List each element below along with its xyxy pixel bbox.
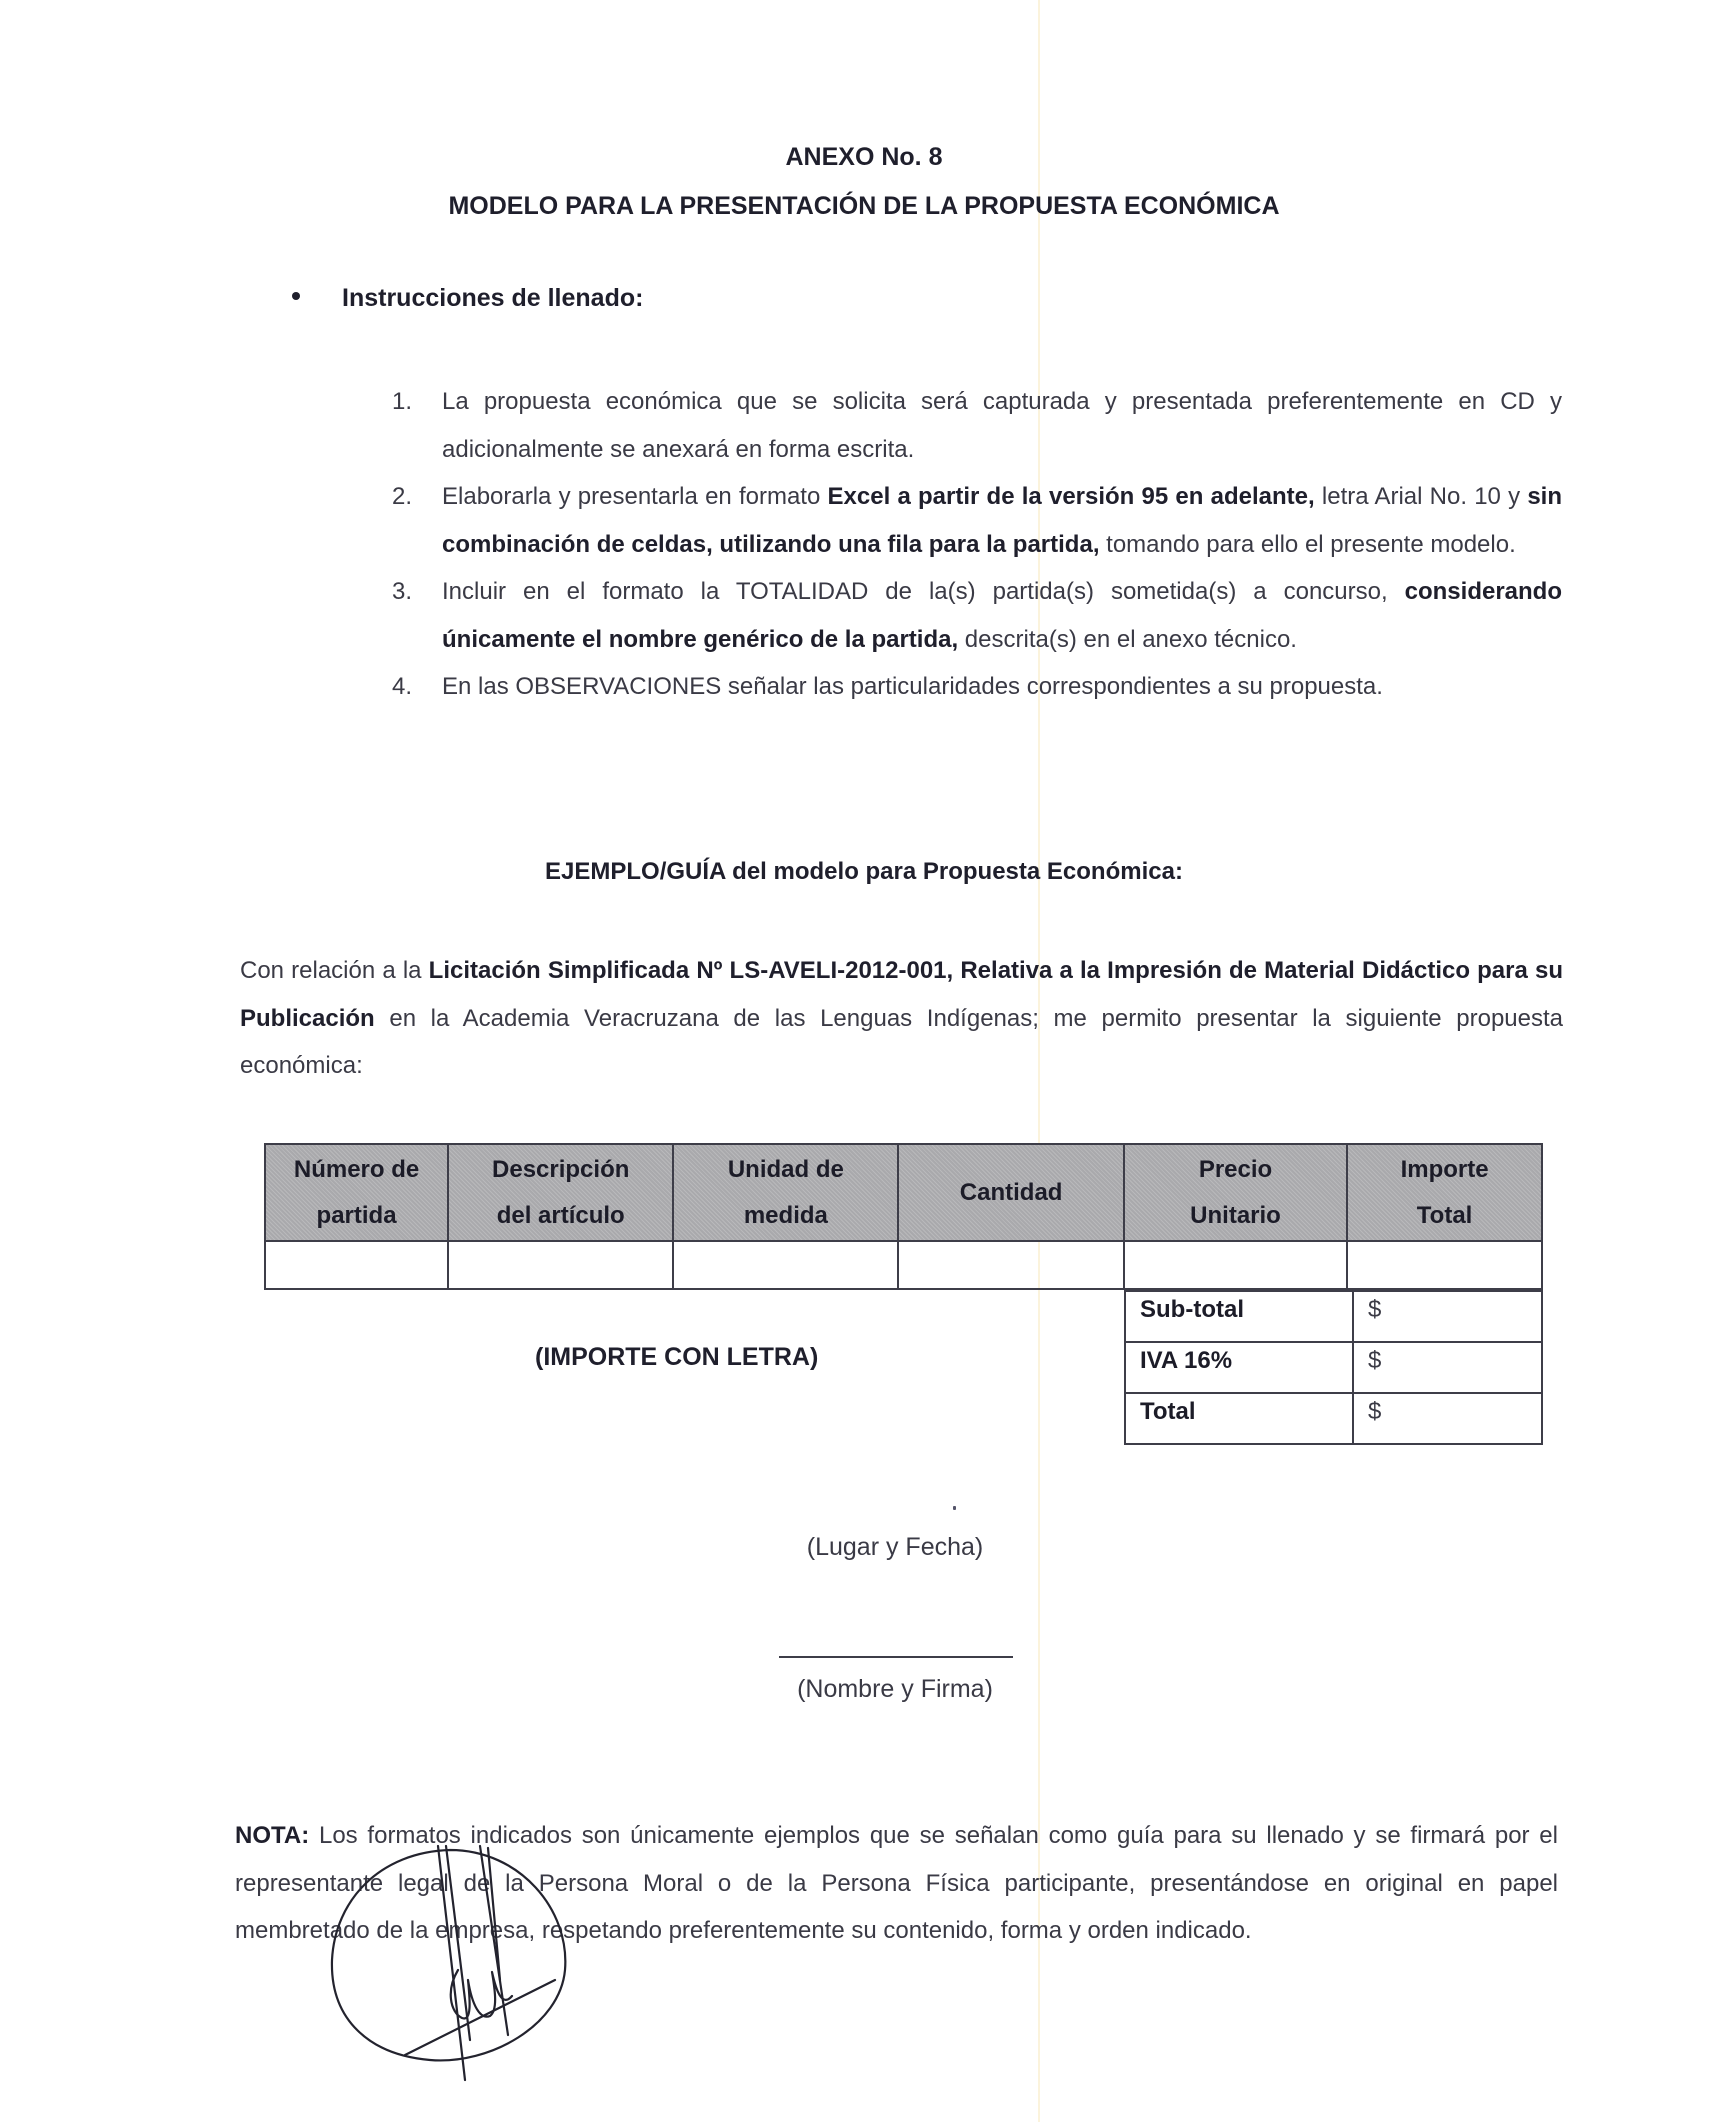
instruction-item (392, 568, 1562, 663)
instruction-text: tomando para ello el presente modelo. (1099, 530, 1516, 558)
instruction-text: Elaborarla y presentarla en formato (442, 483, 828, 510)
instructions-heading-text: Instrucciones de llenado: (342, 284, 644, 312)
column-header-line: Precio (1198, 1155, 1273, 1183)
proposal-table (264, 1143, 1543, 1290)
instruction-number: 4. (392, 673, 413, 700)
totals-value[interactable]: $ (1353, 1393, 1542, 1444)
totals-row (1125, 1291, 1542, 1342)
instruction-emphasis: considerando únicamente el nombre genérico de la partida, (442, 578, 1562, 653)
column-header-line: Cantidad (959, 1178, 1063, 1206)
column-header-line: Importe (1400, 1155, 1489, 1183)
table-cell[interactable] (448, 1241, 673, 1289)
column-header-line: medida (743, 1201, 828, 1229)
column-header-line: Unitario (1190, 1201, 1281, 1229)
intro-paragraph (240, 947, 1563, 1090)
example-heading: EJEMPLO/GUÍA del modelo para Propuesta Económica: (545, 858, 1183, 885)
instruction-text: Incluir en el formato la TOTALIDAD de la(s) partida(s) sometida(s) a concurso, (442, 578, 1405, 605)
table-cell[interactable] (1124, 1241, 1347, 1289)
intro-emphasis: Licitación Simplificada Nº LS-AVELI-2012-001, Relativa a la Impresión de Material Didáctico para su Publicación (240, 957, 1563, 1032)
instruction-text: letra Arial No. 10 y (1314, 483, 1528, 510)
instruction-text: descrita(s) en el anexo técnico. (958, 625, 1297, 653)
table-cell[interactable] (898, 1241, 1123, 1289)
table-cell[interactable] (1347, 1241, 1542, 1289)
note-paragraph (235, 1812, 1558, 1955)
note-label: NOTA: (235, 1822, 310, 1849)
totals-row (1125, 1393, 1542, 1444)
totals-table (1124, 1290, 1543, 1445)
totals-label: IVA 16% (1125, 1342, 1353, 1393)
column-header (1124, 1144, 1347, 1241)
instruction-text: En las OBSERVACIONES señalar las particularidades correspondientes a su propuesta. (442, 673, 1383, 700)
table-cell[interactable] (265, 1241, 448, 1289)
column-header (265, 1144, 448, 1241)
table-header-row (265, 1144, 1542, 1241)
table-row (265, 1241, 1542, 1289)
intro-text: Con relación a la (240, 957, 429, 984)
instruction-emphasis: Excel a partir de la versión 95 en adelante, (827, 483, 1315, 510)
signature-underline (405, 1980, 555, 2055)
column-header (673, 1144, 898, 1241)
column-header-line: Descripción (492, 1155, 630, 1183)
totals-label: Total (1125, 1393, 1353, 1444)
signature-line (779, 1656, 1013, 1658)
note-text: Los formatos indicados son únicamente ejemplos que se señalan como guía para su llenado y se firmará por el representante legal de la Persona Moral o de la Persona Física participante, presentándose en original en papel membretado de la empresa, respetando preferentemente su contenido, forma y orden indicado. (235, 1822, 1558, 1944)
instruction-item (392, 663, 1562, 711)
totals-value[interactable]: $ (1353, 1291, 1542, 1342)
column-header-line: Total (1416, 1201, 1473, 1229)
totals-label: Sub-total (1125, 1291, 1353, 1342)
amount-in-words-label: (IMPORTE CON LETRA) (535, 1343, 819, 1371)
annex-number: ANEXO No. 8 (785, 143, 943, 171)
ink-speck (953, 1506, 956, 1510)
table-cell[interactable] (673, 1241, 898, 1289)
document-title: MODELO PARA LA PRESENTACIÓN DE LA PROPUESTA ECONÓMICA (448, 192, 1280, 220)
instructions-list (392, 378, 1562, 711)
signature-loop (451, 1970, 512, 2018)
instruction-emphasis: sin combinación de celdas, utilizando una fila para la partida, (442, 483, 1562, 558)
instruction-number: 1. (392, 388, 413, 415)
column-header (448, 1144, 673, 1241)
column-header-line: del artículo (496, 1201, 625, 1229)
place-date-label: (Lugar y Fecha) (806, 1533, 984, 1561)
instruction-item (392, 378, 1562, 473)
name-signature-label: (Nombre y Firma) (797, 1675, 993, 1703)
instruction-text: La propuesta económica que se solicita será capturada y presentada preferentemente en CD y adicionalmente se anexará en forma escrita. (442, 388, 1562, 463)
column-header-line: Número de (293, 1155, 420, 1183)
instructions-heading (292, 284, 643, 313)
totals-row (1125, 1342, 1542, 1393)
intro-text: en la Academia Veracruzana de las Lenguas Indígenas; me permito presentar la siguiente propuesta económica: (240, 1004, 1563, 1079)
column-header (1347, 1144, 1542, 1241)
column-header-line: partida (316, 1201, 397, 1229)
bullet-icon (292, 292, 300, 300)
instruction-number: 3. (392, 578, 413, 605)
instruction-number: 2. (392, 483, 413, 510)
instruction-item (392, 473, 1562, 568)
column-header-line: Unidad de (727, 1155, 844, 1183)
column-header (898, 1144, 1123, 1241)
totals-value[interactable]: $ (1353, 1342, 1542, 1393)
